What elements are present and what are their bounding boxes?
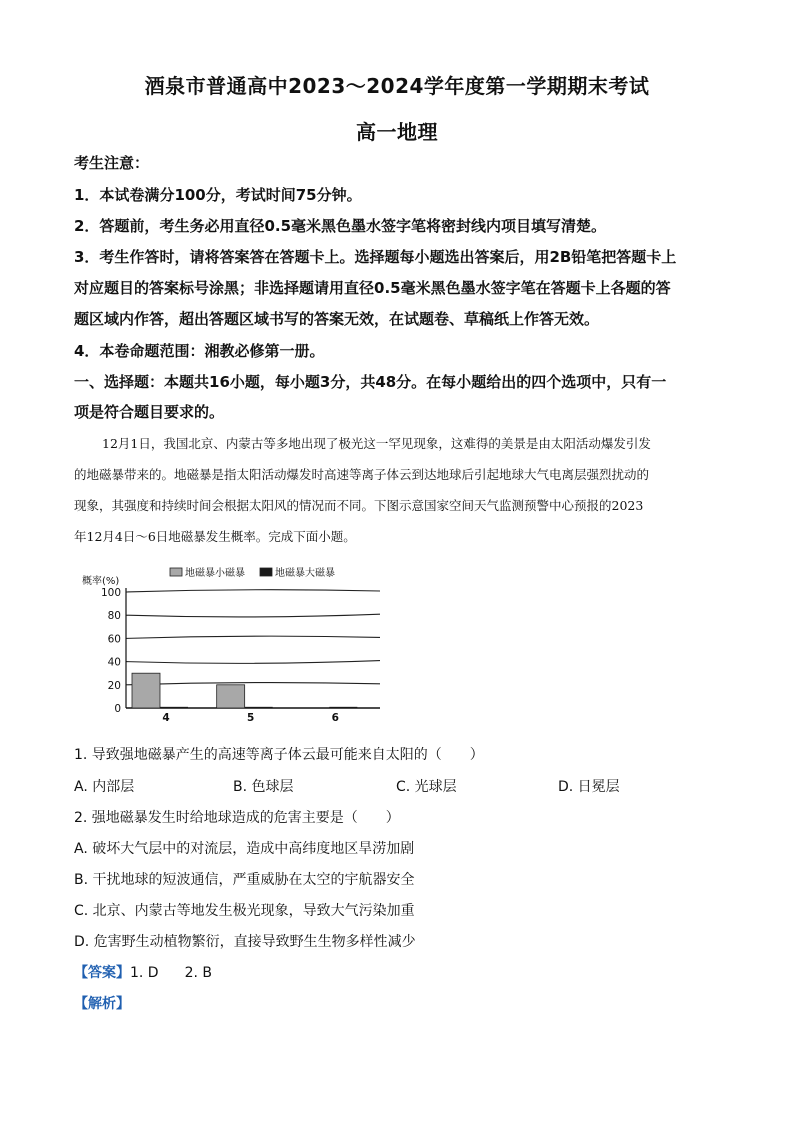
bar-地磁暴大磁暴-4 bbox=[160, 707, 188, 708]
y-tick-60: 60 bbox=[107, 633, 121, 646]
geomagnetic-storm-chart bbox=[74, 562, 394, 722]
notice-heading: 考生注意： bbox=[74, 154, 150, 172]
notice-item-3-cont2: 题区域内作答，超出答题区域书写的答案无效，在试题卷、草稿纸上作答无效。 bbox=[74, 310, 600, 328]
gridline-100 bbox=[126, 590, 380, 592]
gridline-20 bbox=[126, 683, 380, 685]
answer-1: 1. D bbox=[130, 965, 159, 981]
notice-item-3: 3．考生作答时，请将答案答在答题卡上。选择题每小题选出答案后，用2B铅笔把答题卡上 bbox=[74, 248, 677, 266]
answer-line bbox=[74, 962, 212, 982]
q2-option-b: B. 干扰地球的短波通信，严重威胁在太空的宇航器安全 bbox=[74, 872, 415, 888]
x-tick-6: 6 bbox=[331, 712, 339, 722]
analysis-line bbox=[74, 993, 130, 1013]
y-tick-100: 100 bbox=[100, 587, 121, 599]
passage-line-3: 现象，其强度和持续时间会根据太阳风的情况而不同。下图示意国家空间天气监测预警中心预报的2023 bbox=[74, 498, 644, 513]
gridline-40 bbox=[126, 661, 380, 664]
q1-option-c: C. 光球层 bbox=[396, 779, 457, 795]
passage-line-4: 年12月4日～6日地磁暴发生概率。完成下面小题。 bbox=[74, 529, 356, 544]
legend-swatch-0 bbox=[170, 568, 182, 576]
notice-item-4: 4．本卷命题范围：湘教必修第一册。 bbox=[74, 342, 325, 360]
y-tick-20: 20 bbox=[107, 679, 121, 692]
y-tick-80: 80 bbox=[107, 610, 121, 623]
y-axis-label: 概率(%) bbox=[82, 576, 120, 587]
legend-label-0: 地磁暴小磁暴 bbox=[185, 568, 245, 579]
q2-option-a: A. 破坏大气层中的对流层，造成中高纬度地区旱涝加剧 bbox=[74, 841, 415, 857]
answer-2: 2. B bbox=[184, 965, 213, 981]
exam-subtitle: 高一地理 bbox=[356, 120, 438, 144]
section-heading-cont: 项是符合题目要求的。 bbox=[74, 403, 225, 421]
q1-option-a: A. 内部层 bbox=[74, 779, 135, 795]
notice-item-2: 2．答题前，考生务必用直径0.5毫米黑色墨水签字笔将密封线内项目填写清楚。 bbox=[74, 217, 607, 235]
x-tick-5: 5 bbox=[247, 712, 255, 722]
exam-title: 酒泉市普通高中2023～2024学年度第一学期期末考试 bbox=[144, 74, 650, 98]
gridline-80 bbox=[126, 614, 380, 617]
bar-地磁暴小磁暴-4 bbox=[132, 673, 160, 708]
notice-item-1: 1．本试卷满分100分，考试时间75分钟。 bbox=[74, 186, 362, 204]
gridline-60 bbox=[126, 636, 380, 638]
notice-item-3-cont: 对应题目的答案标号涂黑；非选择题请用直径0.5毫米黑色墨水签字笔在答题卡上各题的答 bbox=[74, 279, 671, 297]
q2-option-d: D. 危害野生动植物繁衍，直接导致野生生物多样性减少 bbox=[74, 934, 416, 950]
y-tick-40: 40 bbox=[107, 656, 121, 669]
legend-label-1: 地磁暴大磁暴 bbox=[275, 568, 335, 579]
analysis-label: 【解析】 bbox=[74, 996, 130, 1012]
answer-label: 【答案】 bbox=[74, 965, 130, 981]
section-heading: 一、选择题：本题共16小题，每小题3分，共48分。在每小题给出的四个选项中，只有一 bbox=[74, 373, 667, 391]
bar-地磁暴大磁暴-6 bbox=[329, 707, 357, 708]
y-tick-0: 0 bbox=[114, 703, 121, 715]
legend-swatch-1 bbox=[260, 568, 272, 576]
question-1-stem: 1. 导致强地磁暴产生的高速等离子体云最可能来自太阳的（ ） bbox=[74, 747, 484, 763]
q1-option-b: B. 色球层 bbox=[233, 779, 294, 795]
question-2-stem: 2. 强地磁暴发生时给地球造成的危害主要是（ ） bbox=[74, 810, 400, 826]
bar-地磁暴小磁暴-5 bbox=[217, 685, 245, 708]
passage-line-1: 12月1日，我国北京、内蒙古等多地出现了极光这一罕见现象，这难得的美景是由太阳活动爆发引发 bbox=[102, 436, 651, 451]
q1-option-d: D. 日冕层 bbox=[558, 779, 620, 795]
bar-地磁暴大磁暴-5 bbox=[245, 707, 273, 708]
passage-line-2: 的地磁暴带来的。地磁暴是指太阳活动爆发时高速等离子体云到达地球后引起地球大气电离层强烈扰动的 bbox=[74, 467, 650, 482]
x-tick-4: 4 bbox=[162, 712, 170, 722]
q2-option-c: C. 北京、内蒙古等地发生极光现象，导致大气污染加重 bbox=[74, 903, 415, 919]
